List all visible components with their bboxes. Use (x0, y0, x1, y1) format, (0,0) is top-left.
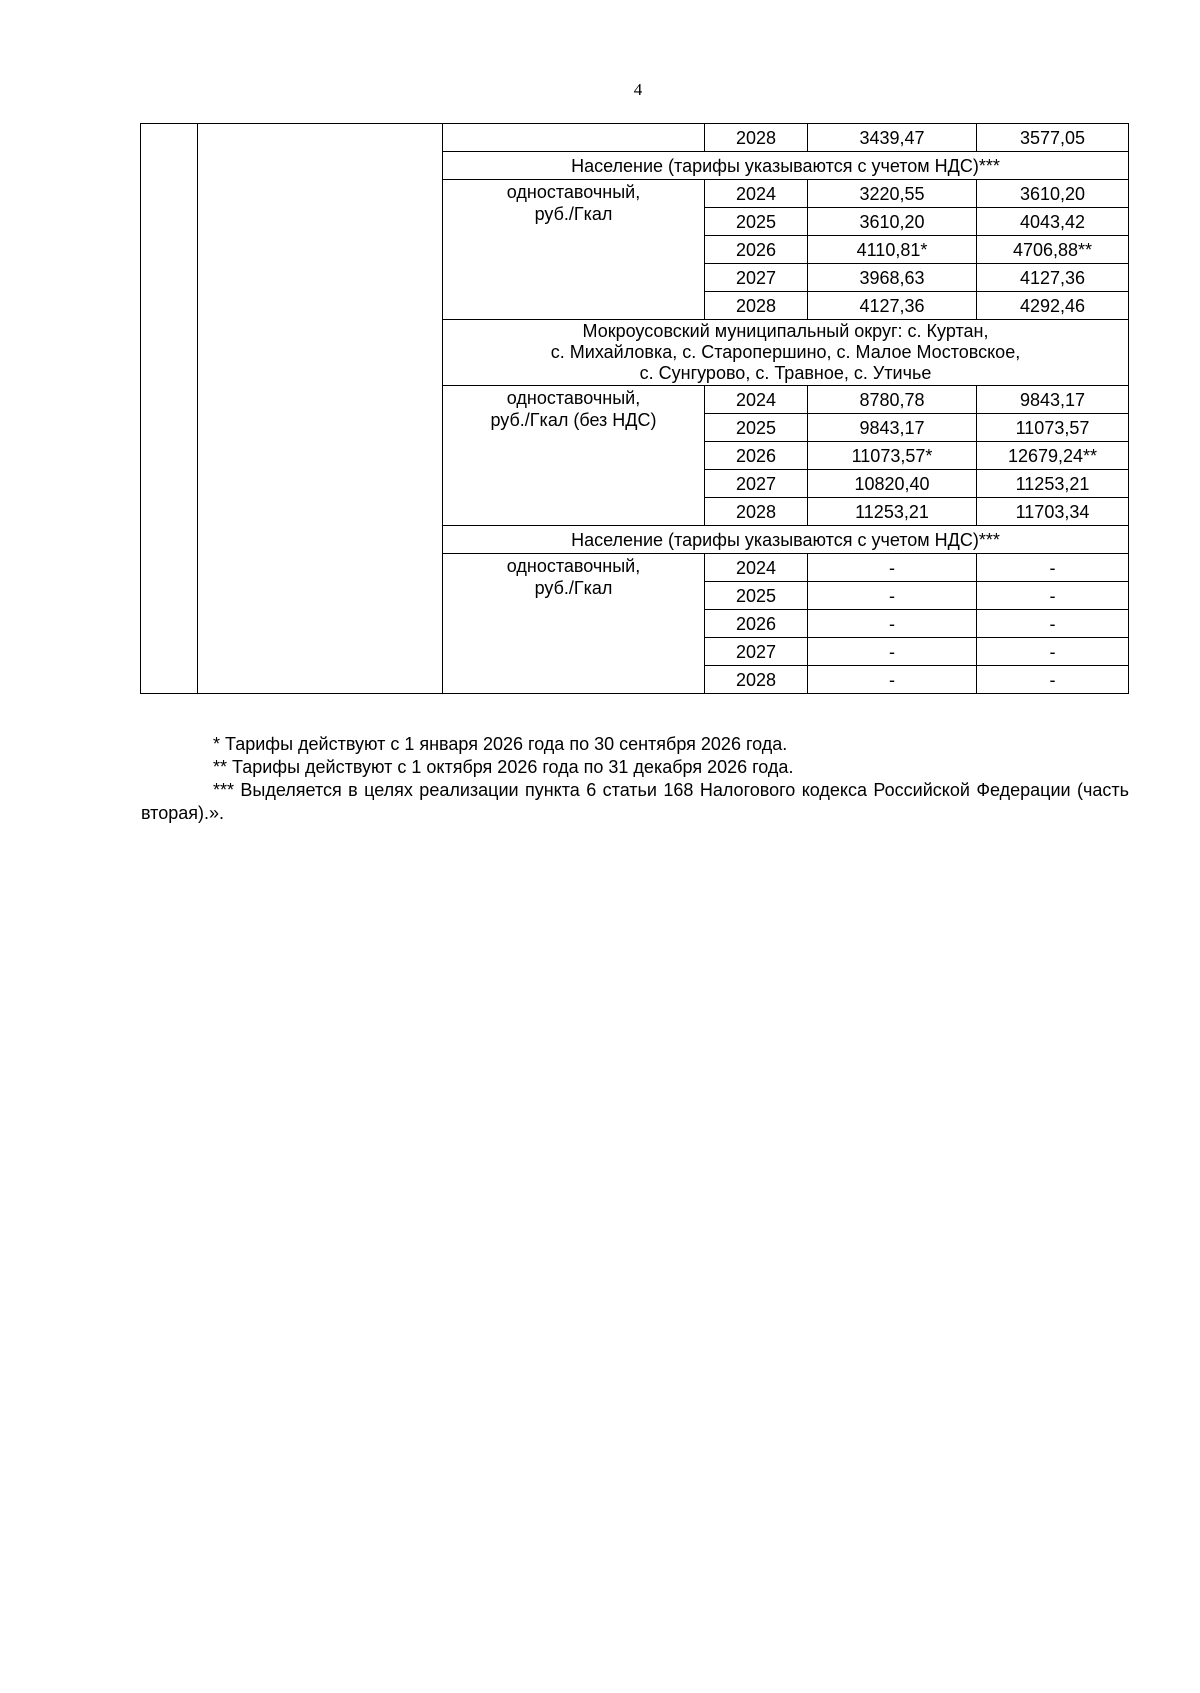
tariff-value-h1: 3439,47 (808, 124, 977, 152)
year-cell: 2026 (705, 236, 808, 264)
footnote-2: ** Тарифы действуют с 1 октября 2026 года по 31 декабря 2026 года. (213, 757, 794, 777)
unit-label-line2: руб./Гкал (534, 204, 613, 224)
year-cell: 2025 (705, 582, 808, 610)
tariff-value-h2: - (977, 582, 1129, 610)
footnote-1: * Тарифы действуют с 1 января 2026 года по 30 сентября 2026 года. (213, 734, 788, 754)
tariff-value-h1: 3220,55 (808, 180, 977, 208)
tariff-value-h1: - (808, 610, 977, 638)
unit-cell (443, 180, 705, 320)
number-column-cell (141, 124, 198, 694)
tariff-value-h2: 11703,34 (977, 498, 1129, 526)
tariff-value-h1: 10820,40 (808, 470, 977, 498)
year-cell: 2027 (705, 264, 808, 292)
tariff-value-h1: 3610,20 (808, 208, 977, 236)
table-row (141, 124, 1129, 152)
year-cell: 2026 (705, 442, 808, 470)
tariff-value-h1: 4110,81* (808, 236, 977, 264)
tariff-value-h2: 9843,17 (977, 386, 1129, 414)
tariff-value-h2: 3577,05 (977, 124, 1129, 152)
unit-label-line2: руб./Гкал (534, 578, 613, 598)
footnote-3: *** Выделяется в целях реализации пункта 6 статьи 168 Налогового кодекса Российской Федерации (часть вторая).». (141, 780, 1129, 823)
tariff-table (140, 123, 1129, 694)
unit-cell-empty (443, 124, 705, 152)
tariff-value-h1: 4127,36 (808, 292, 977, 320)
section-header-population: Население (тарифы указываются с учетом НДС)*** (443, 526, 1129, 554)
section-header-population: Население (тарифы указываются с учетом НДС)*** (443, 152, 1129, 180)
tariff-value-h2: - (977, 638, 1129, 666)
district-header-line2: с. Михайловка, с. Старопершино, с. Малое Мостовское, (550, 342, 1021, 362)
footnotes (141, 733, 1129, 825)
unit-cell (443, 386, 705, 526)
tariff-value-h1: 3968,63 (808, 264, 977, 292)
tariff-value-h1: - (808, 666, 977, 694)
tariff-value-h2: - (977, 554, 1129, 582)
tariff-value-h2: 12679,24** (977, 442, 1129, 470)
unit-label-line2: руб./Гкал (без НДС) (490, 410, 657, 430)
tariff-value-h2: 11073,57 (977, 414, 1129, 442)
year-cell: 2025 (705, 208, 808, 236)
year-cell: 2024 (705, 180, 808, 208)
tariff-value-h2: 3610,20 (977, 180, 1129, 208)
tariff-value-h2: 11253,21 (977, 470, 1129, 498)
year-cell: 2028 (705, 124, 808, 152)
tariff-value-h2: - (977, 666, 1129, 694)
page-number: 4 (633, 80, 643, 99)
year-cell: 2027 (705, 638, 808, 666)
unit-label-line1: одноставочный, (506, 388, 641, 408)
unit-label-line1: одноставочный, (506, 556, 641, 576)
year-cell: 2028 (705, 292, 808, 320)
year-cell: 2024 (705, 554, 808, 582)
year-cell: 2026 (705, 610, 808, 638)
tariff-value-h2: 4706,88** (977, 236, 1129, 264)
year-cell: 2024 (705, 386, 808, 414)
tariff-value-h1: 11253,21 (808, 498, 977, 526)
unit-label-line1: одноставочный, (506, 182, 641, 202)
year-cell: 2028 (705, 666, 808, 694)
tariff-value-h2: 4043,42 (977, 208, 1129, 236)
tariff-value-h1: - (808, 554, 977, 582)
year-cell: 2028 (705, 498, 808, 526)
section-header-district (443, 320, 1129, 386)
district-header-line1: Мокроусовский муниципальный округ: с. Куртан, (582, 321, 989, 341)
tariff-value-h1: - (808, 582, 977, 610)
tariff-value-h2: - (977, 610, 1129, 638)
unit-cell (443, 554, 705, 694)
year-cell: 2025 (705, 414, 808, 442)
tariff-value-h1: 11073,57* (808, 442, 977, 470)
organization-column-cell (198, 124, 443, 694)
year-cell: 2027 (705, 470, 808, 498)
tariff-value-h1: 8780,78 (808, 386, 977, 414)
tariff-value-h2: 4127,36 (977, 264, 1129, 292)
tariff-value-h1: 9843,17 (808, 414, 977, 442)
district-header-line3: с. Сунгурово, с. Травное, с. Утичье (639, 363, 932, 383)
tariff-value-h1: - (808, 638, 977, 666)
tariff-value-h2: 4292,46 (977, 292, 1129, 320)
